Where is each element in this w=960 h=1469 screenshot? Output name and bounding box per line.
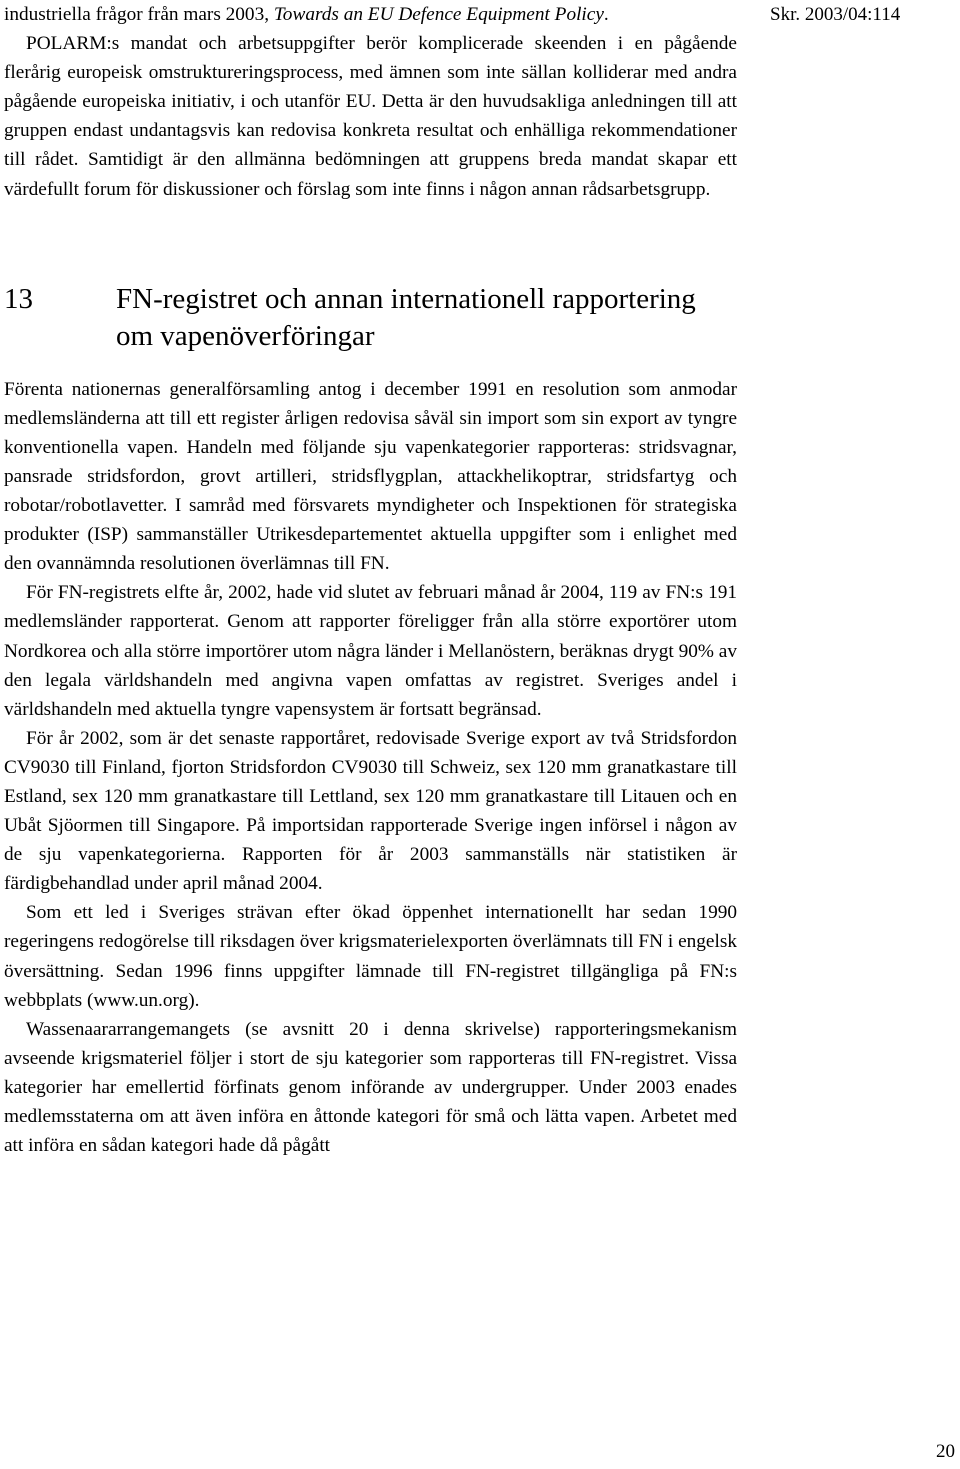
paragraph-polarm: POLARM:s mandat och arbetsuppgifter berör komplicerade skeenden i en pågående flerårig europeisk omstruktureringsprocess, med ämnen som inte sällan kolliderar med andra pågående europeiska initiativ, i och utanför EU. Detta är den huvudsakliga anledningen till att gruppen endast undantagsvis kan redovisa konkreta resultat och enhälliga rekommendationer till rådet. Samtidigt är den allmänna bedömningen att gruppens breda mandat skapar ett värdefullt forum för diskussioner och förslag som inte finns i någon annan rådsarbetsgrupp. bbox=[4, 33, 737, 200]
paragraph-un-register: Förenta nationernas generalförsamling antog i december 1991 en resolution som anmodar medlemsländerna att till ett register årligen redovisa såväl sin import som sin export av tyngre konventionella vapen. Handeln med följande sju vapenkategorier rapporteras: stridsvagnar, pansrade stridsfordon, grovt artilleri, stridsflygplan, attackhelikoptrar, stridsfartyg och robotar/robotlavetter. I samråd med försvarets myndigheter och Inspektionen för strategiska produkter (ISP) sammanställer Utrikesdepartementet aktuella uppgifter som i enlighet med den ovannämnda resolutionen överlämnas till FN. bbox=[4, 378, 737, 575]
paragraph-openness: Som ett led i Sveriges strävan efter ökad öppenhet internationellt har sedan 1990 regeringens redogörelse till riksdagen över krigsmaterielexporten överlämnats till FN i engelsk översättning. Sedan 1996 finns uppgifter lämnade till FN-registret tillgängliga på FN:s webbplats (www.un.org). bbox=[4, 902, 737, 1011]
document-body bbox=[4, 0, 737, 1160]
section-number: 13 bbox=[4, 282, 33, 315]
publication-title: Towards an EU Defence Equipment Policy bbox=[273, 4, 604, 25]
paragraph-swedish-export: För år 2002, som är det senaste rapportåret, redovisade Sverige export av två Stridsfordon CV9030 till Finland, fjorton Stridsfordon CV9030 till Schweiz, sex 120 mm granatkastare till Estland, sex 120 mm granatkastare till Lettland, sex 120 mm granatkastare till Litauen och en Ubåt Sjöormen till Singapore. På importsidan rapporterade Sverige ingen införsel i någon av de sju vapenkategorierna. Rapporten för år 2003 sammanställs när statistiken är färdigbehandlad under april månad 2004. bbox=[4, 727, 737, 895]
opening-end: . bbox=[603, 4, 609, 25]
section-heading bbox=[4, 281, 737, 355]
opening-fragment bbox=[4, 0, 737, 29]
section-title: FN-registret och annan internationell rapportering om vapenöverföringar bbox=[116, 282, 696, 352]
paragraph-reporting-status: För FN-registrets elfte år, 2002, hade vid slutet av februari månad år 2004, 119 av FN:s 191 medlemsländer rapporterat. Genom att rapporter föreligger från alla större exportörer utom Nordkorea och alla större importörer utom några länder i Mellanöstern, beräknas drygt 90% av den legala världshandeln med angivna vapen omfattas av registret. Sveriges andel i världshandeln med aktuella tyngre vapensystem är fortsatt begränsad. bbox=[4, 582, 737, 720]
report-reference: Skr. 2003/04:114 bbox=[770, 4, 901, 25]
paragraph-wassenaar: Wassenaararrangemangets (se avsnitt 20 i denna skrivelse) rapporteringsmekanism avseende krigsmateriel följer i stort de sju kategorier som rapporteras till FN-registret. Vissa kategorier har emellertid förfinats genom införande av undergrupper. Under 2003 enades medlemsstaterna om att även införa en åttonde kategori för små och lätta vapen. Arbetet med att införa en sådan kategori hade då pågått bbox=[4, 1018, 737, 1157]
opening-text: industriella frågor från mars 2003, bbox=[4, 4, 274, 25]
page-number: 20 bbox=[936, 1441, 955, 1462]
